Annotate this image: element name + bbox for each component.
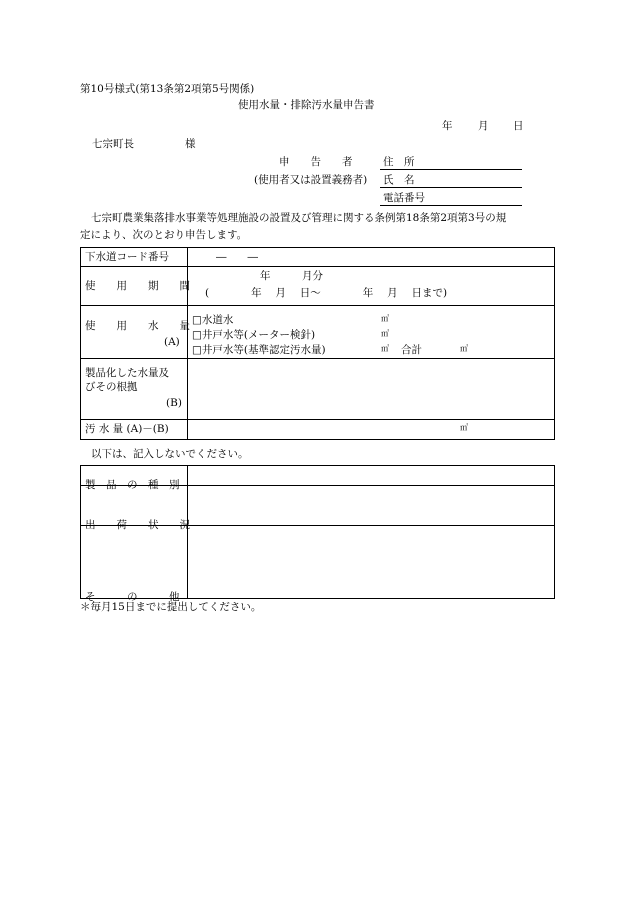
total-label: 合計 [401,344,422,356]
office-use-note: 以下は、記入しないでください。 [91,448,249,460]
name-field[interactable] [380,187,522,188]
body-text-line1: 七宗町農業集落排水事業等処理施設の設置及び管理に関する条例第18条第2項第3号の規 [91,212,507,224]
sewage-amount-label: 汚 水 量 (A)－(B) [85,423,169,435]
usage-period-range: ( 年 月 日～ 年 月 日まで) [205,287,448,299]
phone-field[interactable] [380,205,522,206]
address-field[interactable] [380,169,522,170]
addressee-honorific: 様 [185,138,196,150]
sewer-code-input[interactable] [188,248,555,267]
body-text-line2: 定により、次のとおり申告します。 [80,229,248,241]
sewage-amount-label-cell [81,420,188,440]
page-title: 使用水量・排除汚水量申告書 [238,99,375,111]
addressee-name: 七宗町長 [92,138,134,150]
other-label-cell [81,526,188,603]
applicant-sub-label: (使用者又は設置義務者) [254,174,368,186]
sewage-amount-input[interactable] [188,420,555,440]
date-year[interactable]: 年 [442,120,453,132]
sewer-code-label: 下水道コード番号 [85,251,169,263]
date-day[interactable]: 日 [513,120,524,132]
product-type-field [188,466,555,486]
phone-label: 電話番号 [383,192,425,204]
well-standard-unit: ㎥ [381,344,389,353]
other-label: そ の 他 [85,591,180,603]
product-water-input[interactable] [188,359,555,420]
well-meter-unit: ㎥ [381,329,389,338]
well-standard-checkbox[interactable]: □井戸水等(基準認定汚水量) [192,344,326,356]
usage-period-label-cell [81,267,188,306]
water-usage-label: 使 用 水 量 [85,320,190,332]
usage-period-label: 使 用 期 間 [85,280,190,292]
declaration-table [80,247,555,440]
water-usage-label-suffix: (A) [164,336,180,348]
address-label: 住 所 [383,156,415,168]
well-meter-checkbox[interactable]: □井戸水等(メーター検針) [192,329,316,341]
tap-water-checkbox[interactable]: □水道水 [192,314,234,326]
sewer-code-dashes: ― ― [216,251,258,263]
shipping-status-label: 出 荷 状 況 [85,518,190,531]
form-number: 第10号様式(第13条第2項第5号関係) [80,83,255,95]
sewer-code-label-cell [81,248,188,267]
product-water-label-suffix: (B) [166,397,182,409]
tap-water-unit: ㎥ [381,314,389,323]
footer-note: ＊毎月15日までに提出してください。 [80,601,262,613]
applicant-label: 申 告 者 [279,156,353,168]
usage-period-input[interactable] [188,267,555,306]
product-water-label-line2: びその根拠 [85,381,138,393]
product-type-label: 製 品 の 種 別 [85,478,180,491]
sewage-amount-unit: ㎥ [460,423,468,432]
other-field [188,526,555,599]
office-use-table [80,465,555,603]
product-type-label-cell [81,466,188,491]
product-water-label-cell [81,359,188,420]
date-month[interactable]: 月 [478,120,489,132]
usage-period-month: 年 月分 [260,270,323,282]
water-usage-label-cell [81,306,188,359]
product-water-label-line1: 製品化した水量及 [85,367,169,379]
total-unit: ㎥ [460,344,468,353]
name-label: 氏 名 [383,174,415,186]
shipping-status-field [188,486,555,526]
water-usage-input[interactable] [188,306,555,359]
